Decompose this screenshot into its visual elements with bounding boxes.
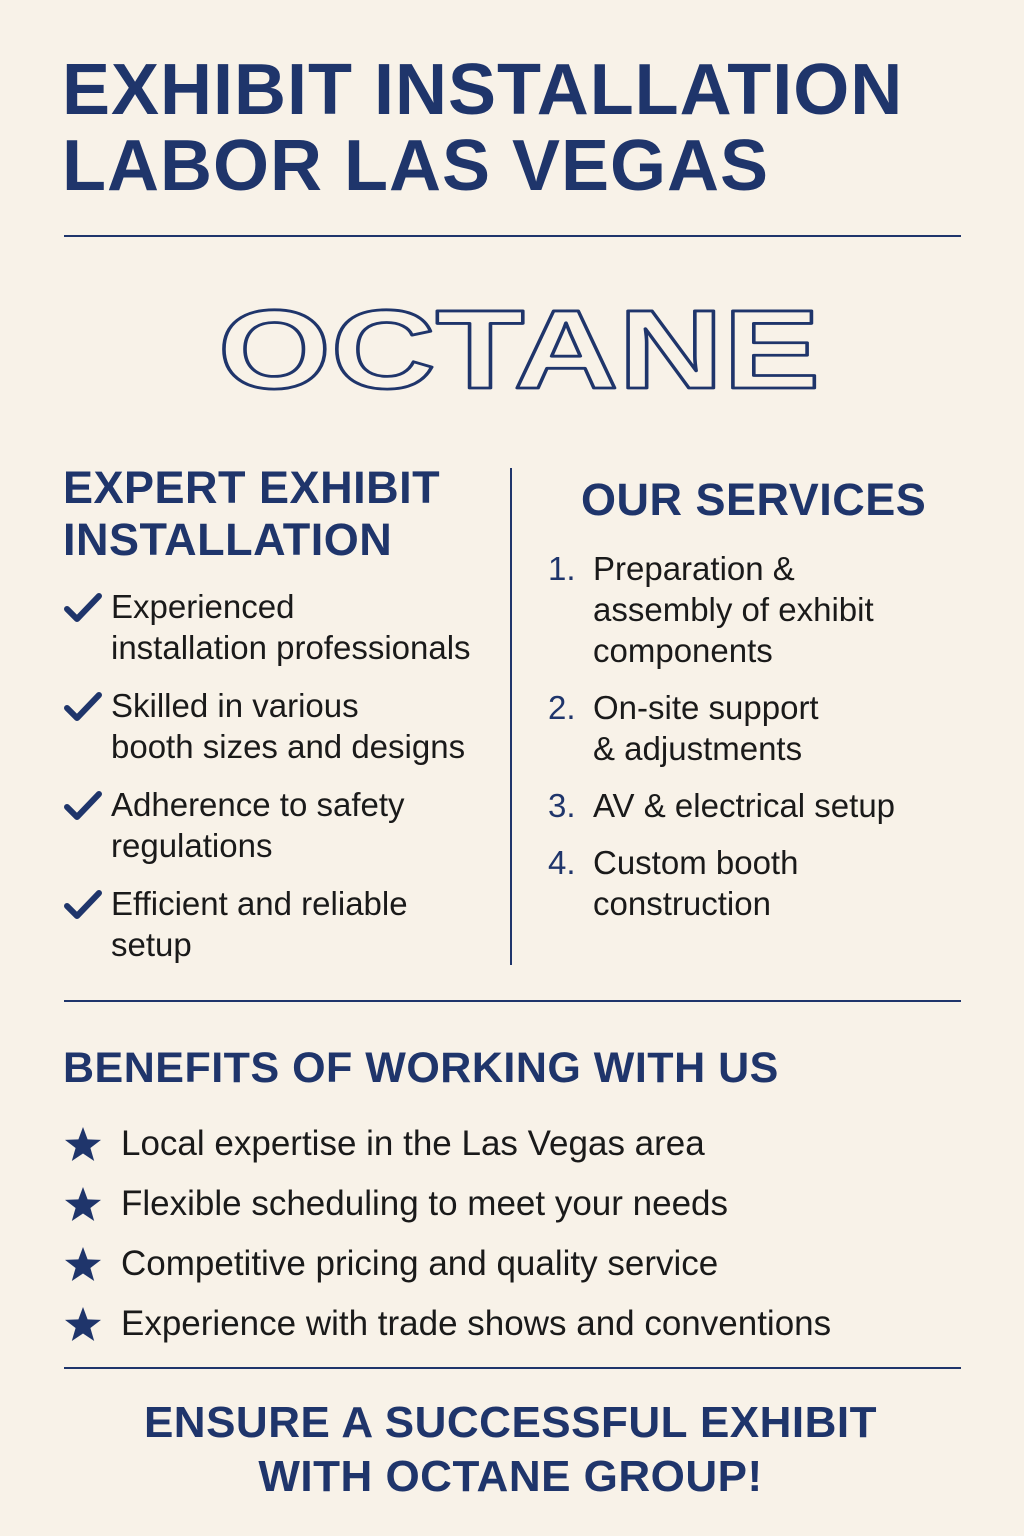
list-item-text: Local expertise in the Las Vegas area <box>121 1124 705 1163</box>
octane-logo <box>214 300 824 400</box>
list-item-line: Experienced <box>111 588 295 625</box>
list-item <box>64 586 509 668</box>
star-icon <box>64 1186 102 1222</box>
list-item <box>548 785 978 826</box>
middle-divider <box>64 1000 961 1002</box>
list-item <box>548 842 978 924</box>
list-item <box>64 685 509 767</box>
page-title-line-1: EXHIBIT INSTALLATION <box>62 50 904 130</box>
list-item <box>548 687 978 769</box>
services-list <box>548 548 978 940</box>
benefits-heading: BENEFITS OF WORKING WITH US <box>63 1044 779 1092</box>
list-item-line: installation professionals <box>111 629 471 666</box>
list-item-line: Efficient and reliable <box>111 885 408 922</box>
octane-logo-text: OCTANE <box>218 300 820 400</box>
list-item <box>64 1234 964 1294</box>
benefits-list <box>64 1114 964 1354</box>
list-item <box>64 1174 964 1234</box>
octane-logo-graphic <box>214 300 824 400</box>
page-title <box>62 52 962 204</box>
closing-call-to-action <box>62 1396 959 1504</box>
star-icon <box>64 1246 102 1282</box>
list-item-line: booth sizes and designs <box>111 728 466 765</box>
list-item-line: assembly of exhibit <box>593 591 874 628</box>
list-item <box>64 784 509 866</box>
check-icon <box>64 790 102 822</box>
list-item-line: setup <box>111 926 192 963</box>
bottom-divider <box>64 1367 961 1369</box>
list-item <box>64 1294 964 1354</box>
check-icon <box>64 691 102 723</box>
list-item-line: & adjustments <box>593 730 803 767</box>
expert-checklist <box>64 586 509 982</box>
check-icon <box>64 889 102 921</box>
list-item-number: 3. <box>548 787 576 824</box>
star-icon <box>64 1126 102 1162</box>
list-item-number: 2. <box>548 689 576 726</box>
column-divider <box>510 468 512 965</box>
list-item-line: components <box>593 632 773 669</box>
expert-heading-line-1: EXPERT EXHIBIT <box>63 462 441 513</box>
check-icon <box>64 592 102 624</box>
list-item <box>64 1114 964 1174</box>
services-heading: OUR SERVICES <box>581 474 927 525</box>
list-item-text: Competitive pricing and quality service <box>121 1244 719 1283</box>
list-item-line: On-site support <box>593 689 819 726</box>
expert-heading-line-2: INSTALLATION <box>63 514 393 565</box>
star-icon <box>64 1306 102 1342</box>
list-item-line: Preparation & <box>593 550 795 587</box>
list-item-line: Skilled in various <box>111 687 359 724</box>
closing-line-2: WITH OCTANE GROUP! <box>258 1452 763 1501</box>
page-title-line-2: LABOR LAS VEGAS <box>62 126 770 206</box>
list-item-line: Custom booth <box>593 844 799 881</box>
list-item-text: Flexible scheduling to meet your needs <box>121 1184 729 1223</box>
list-item-number: 4. <box>548 844 576 881</box>
list-item-line: regulations <box>111 827 273 864</box>
list-item-number: 1. <box>548 550 576 587</box>
list-item-line: AV & electrical setup <box>593 787 896 824</box>
list-item-line: Adherence to safety <box>111 786 405 823</box>
list-item <box>548 548 978 671</box>
list-item <box>64 883 509 965</box>
list-item-text: Experience with trade shows and conventions <box>121 1304 832 1343</box>
top-divider <box>64 235 961 237</box>
expert-installation-heading <box>63 462 440 566</box>
list-item-line: construction <box>593 885 771 922</box>
closing-line-1: ENSURE A SUCCESSFUL EXHIBIT <box>143 1398 878 1447</box>
